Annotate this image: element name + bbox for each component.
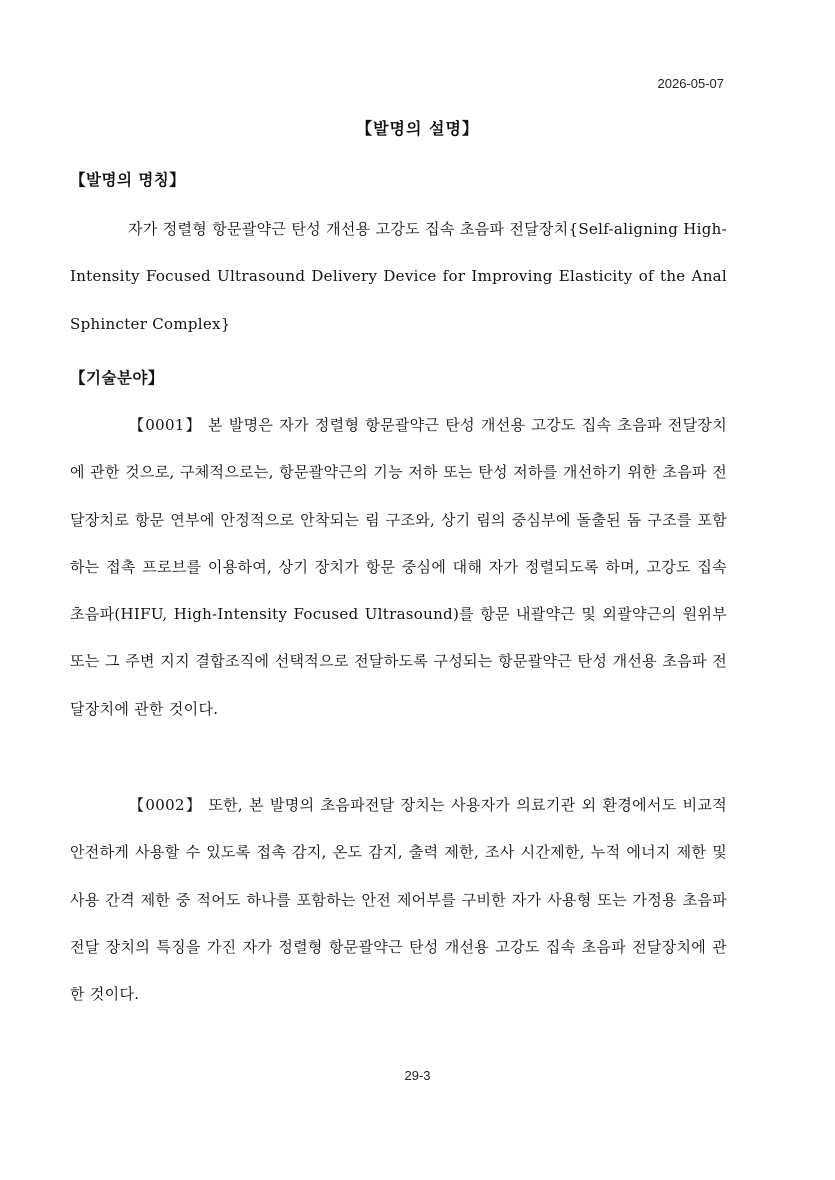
invention-name-heading: 【발명의 명칭】 <box>70 170 186 189</box>
paragraph-text: 또한, 본 발명의 초음파전달 장치는 사용자가 의료기관 외 환경에서도 비교적 안전하게 사용할 수 있도록 접촉 감지, 온도 감지, 출력 제한, 조사 시간제한, 누적 에너지 제한 및 사용 간격 제한 중 적어도 하나를 포함하는 안전 제어부를 구비한 자가 사용형 또는 가정용 초음파전달 장치의 특징을 가진 자가 정렬형 항문괄약근 탄성 개선용 고강도 집속 초음파 전달장치에 관한 것이다. <box>70 796 727 1004</box>
paragraph-0002 <box>70 782 727 1018</box>
tech-field-heading: 【기술분야】 <box>70 368 164 387</box>
document-title: 【발명의 설명】 <box>356 119 479 138</box>
paragraph-0001 <box>70 402 727 733</box>
invention-name-paragraph <box>70 206 727 348</box>
paragraph-number: 【0001】 <box>128 416 202 434</box>
document-date: 2026-05-07 <box>657 76 724 91</box>
page-number: 29-3 <box>404 1068 431 1083</box>
paragraph-text: 본 발명은 자가 정렬형 항문괄약근 탄성 개선용 고강도 집속 초음파 전달장치에 관한 것으로, 구체적으로는, 항문괄약근의 기능 저하 또는 탄성 저하를 개선하기 위한 초음파 전달장치로 항문 연부에 안정적으로 안착되는 림 구조와, 상기 림의 중심부에 돌출된 돔 구조를 포함하는 접촉 프로브를 이용하여, 상기 장치가 항문 중심에 대해 자가 정렬되도록 하며, 고강도 집속 초음파(HIFU, High-Intensity Focused Ultrasound)를 항문 내괄약근 및 외괄약근의 원위부 또는 그 주변 지지 결합조직에 선택적으로 전달하도록 구성되는 항문괄약근 탄성 개선용 초음파 전달장치에 관한 것이다. <box>70 416 727 718</box>
invention-name-text: 자가 정렬형 항문괄약근 탄성 개선용 고강도 집속 초음파 전달장치{Self-aligning High-Intensity Focused Ultrasound Delivery Device for Improving Elasticity of the Anal Sphincter Complex} <box>70 220 727 333</box>
paragraph-number: 【0002】 <box>128 796 203 814</box>
